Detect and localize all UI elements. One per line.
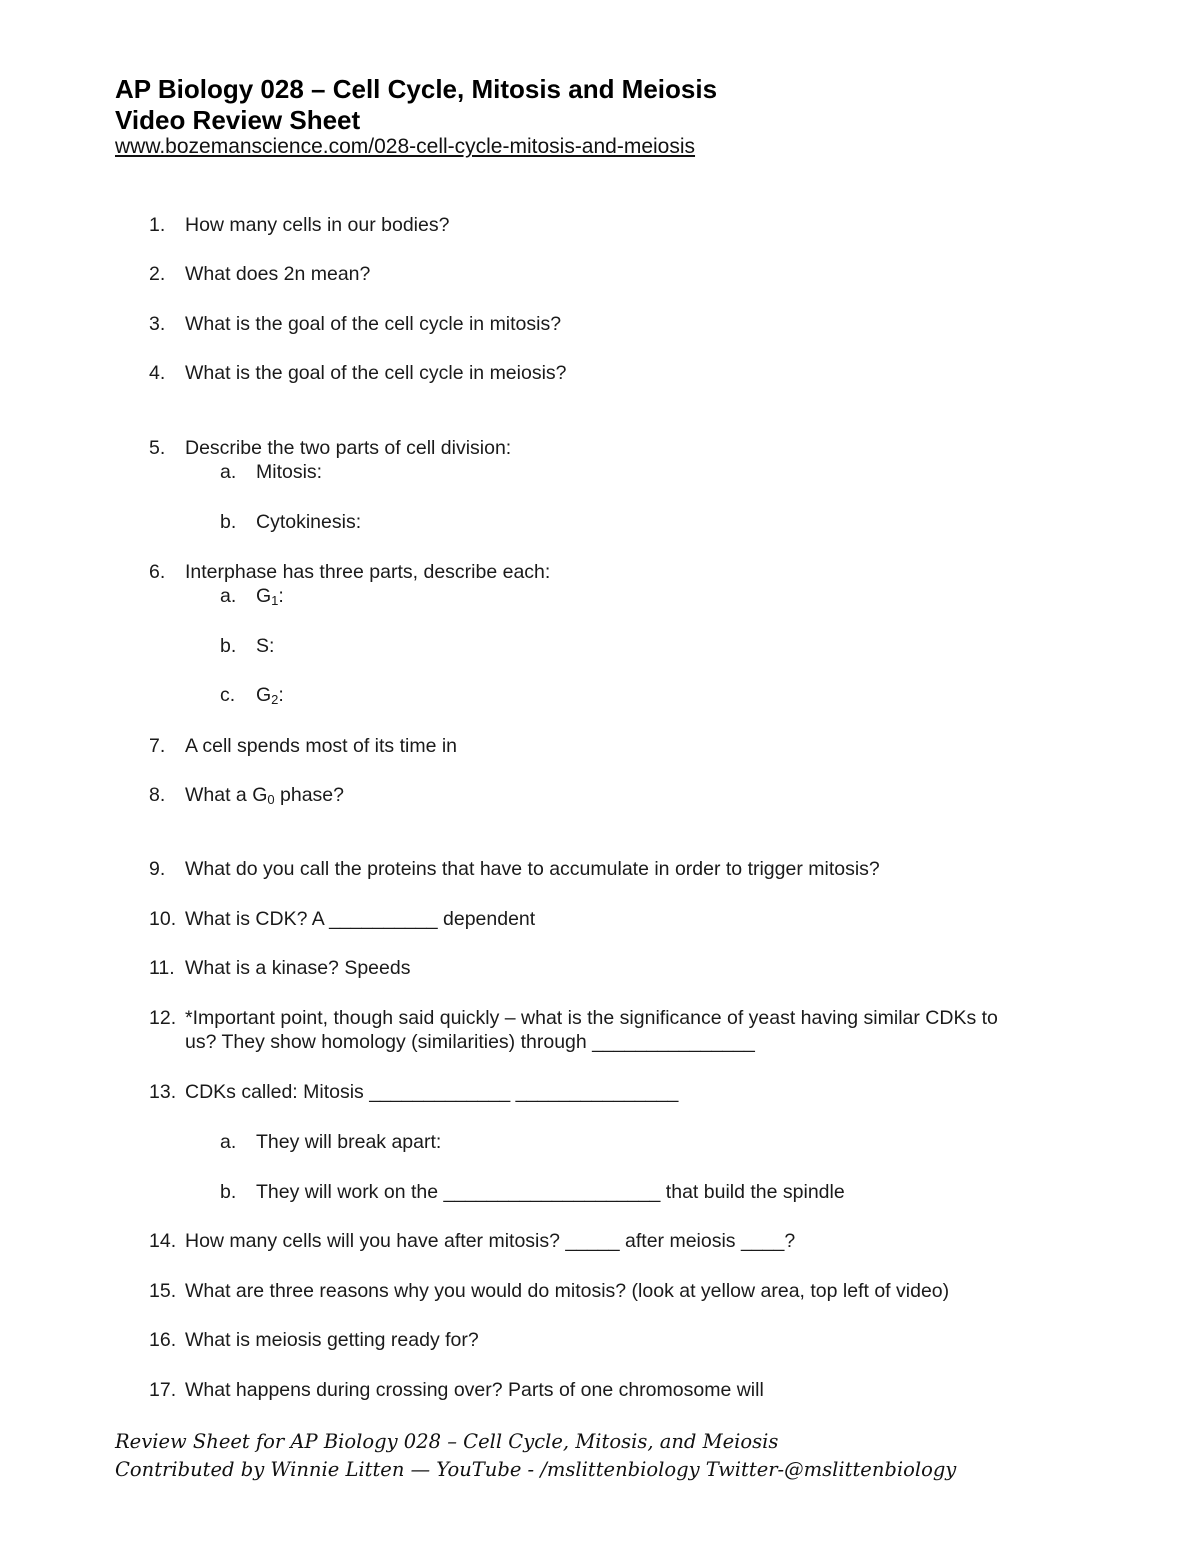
- question-text: CDKs called: Mitosis _____________ _______________: [185, 1081, 679, 1103]
- question-text: What is the goal of the cell cycle in mitosis?: [185, 313, 562, 335]
- sub-text: Cytokinesis:: [256, 511, 362, 533]
- sub-text: S:: [256, 635, 275, 657]
- question-number: 12.: [149, 1007, 177, 1029]
- question-number: 7.: [149, 735, 166, 757]
- question-text: How many cells will you have after mitosis? _____ after meiosis ____?: [185, 1230, 796, 1252]
- question-text: us? They show homology (similarities) through _______________: [185, 1031, 755, 1053]
- question-text: Interphase has three parts, describe each:: [185, 561, 551, 583]
- question-text: What happens during crossing over? Parts of one chromosome will: [185, 1379, 764, 1401]
- question-text: What is a kinase? Speeds: [185, 957, 411, 979]
- question-number: 5.: [149, 437, 166, 459]
- sub-text: Mitosis:: [256, 461, 323, 483]
- sub-label: b.: [220, 1181, 237, 1203]
- question-number: 10.: [149, 908, 177, 930]
- page-subtitle: Video Review Sheet: [115, 105, 361, 135]
- question-number: 16.: [149, 1329, 177, 1351]
- sub-text: $G_2$:: [256, 684, 284, 707]
- sub-label: b.: [220, 635, 237, 657]
- sub-label: a.: [220, 1131, 237, 1153]
- question-number: 6.: [149, 561, 166, 583]
- question-text: What is the goal of the cell cycle in meiosis?: [185, 362, 567, 384]
- sub-label: c.: [220, 684, 236, 706]
- question-text: Describe the two parts of cell division:: [185, 437, 512, 459]
- sub-label: a.: [220, 461, 237, 483]
- sub-text: They will break apart:: [256, 1131, 442, 1153]
- question-number: 15.: [149, 1280, 177, 1302]
- question-text: *Important point, though said quickly – what is the significance of yeast having similar CDKs to: [185, 1007, 998, 1029]
- question-text: What are three reasons why you would do mitosis? (look at yellow area, top left of video): [185, 1280, 950, 1302]
- page-title: AP Biology 028 – Cell Cycle, Mitosis and Meiosis: [115, 74, 718, 104]
- sub-text: $G_1$:: [256, 585, 284, 608]
- question-text: What a $G_0$ phase?: [185, 784, 345, 807]
- question-text: How many cells in our bodies?: [185, 214, 450, 236]
- question-number: 4.: [149, 362, 166, 384]
- sub-label: a.: [220, 585, 237, 607]
- question-text: What is meiosis getting ready for?: [185, 1329, 479, 1351]
- question-number: 2.: [149, 263, 166, 285]
- question-number: 14.: [149, 1230, 177, 1252]
- question-number: 11.: [149, 957, 175, 979]
- question-text: What does 2n mean?: [185, 263, 371, 285]
- question-number: 13.: [149, 1081, 177, 1103]
- question-text: What do you call the proteins that have to accumulate in order to trigger mitosis?: [185, 858, 880, 880]
- question-number: 17.: [149, 1379, 177, 1401]
- question-number: 3.: [149, 313, 166, 335]
- footer-line-2: Contributed by Winnie Litten — YouTube - /mslittenbiology Twitter-@mslittenbiology: [115, 1458, 957, 1481]
- question-text: What is CDK? A __________ dependent: [185, 908, 536, 930]
- question-number: 8.: [149, 784, 166, 806]
- question-number: 1.: [149, 214, 166, 236]
- question-text: A cell spends most of its time in: [185, 735, 458, 757]
- footer-line-1: Review Sheet for AP Biology 028 – Cell Cycle, Mitosis, and Meiosis: [115, 1430, 779, 1453]
- sub-text: They will work on the ____________________ that build the spindle: [256, 1181, 845, 1203]
- source-link[interactable]: www.bozemanscience.com/028-cell-cycle-mitosis-and-meiosis: [115, 135, 696, 158]
- sub-label: b.: [220, 511, 237, 533]
- question-number: 9.: [149, 858, 166, 880]
